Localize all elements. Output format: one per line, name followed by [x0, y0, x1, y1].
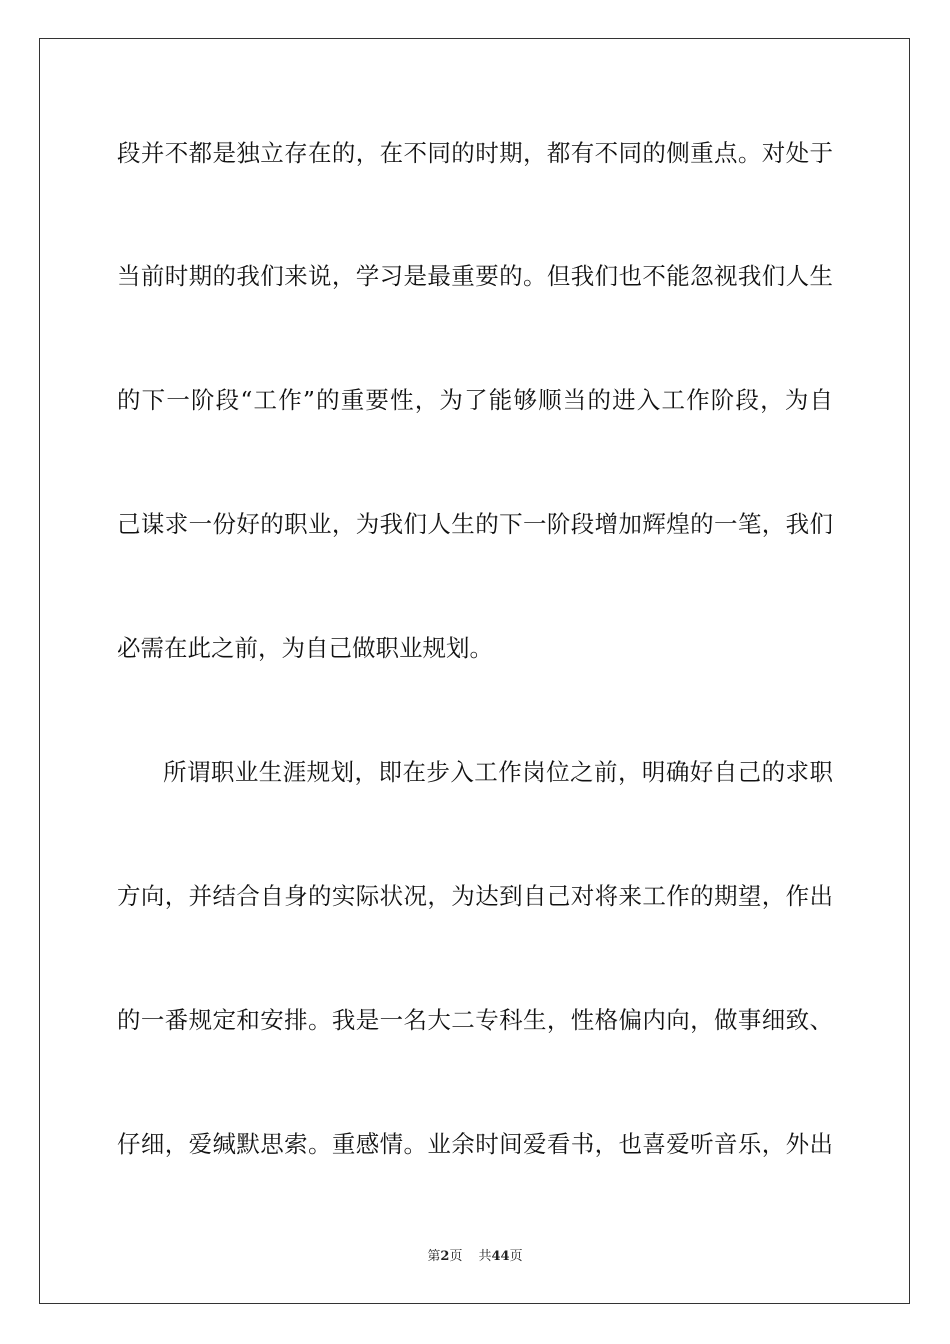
page-footer [0, 1248, 950, 1266]
total-suffix: 页 [509, 1249, 523, 1264]
paragraph-line: 当前时期的我们来说，学习是最重要的。但我们也不能忽视我们人生 [117, 262, 833, 290]
total-prefix: 共 [478, 1249, 492, 1264]
paragraph-line: 仔细，爱缄默思索。重感情。业余时间爱看书，也喜爱听音乐，外出 [117, 1130, 833, 1158]
paragraph-line: 的一番规定和安排。我是一名大二专科生，性格偏内向，做事细致、 [117, 1006, 833, 1034]
paragraph-line: 的下一阶段“工作”的重要性，为了能够顺当的进入工作阶段，为自 [117, 386, 833, 414]
paragraph-line: 所谓职业生涯规划，即在步入工作岗位之前，明确好自己的求职 [163, 758, 833, 786]
page-number: 2 [440, 1249, 450, 1264]
page-suffix: 页 [449, 1249, 463, 1264]
paragraph-line: 段并不都是独立存在的，在不同的时期，都有不同的侧重点。对处于 [117, 139, 833, 167]
paragraph-line: 方向，并结合自身的实际状况，为达到自己对将来工作的期望，作出 [117, 882, 833, 910]
page-border [39, 38, 910, 1304]
paragraph-line: 必需在此之前，为自己做职业规划。 [117, 634, 493, 662]
page-prefix: 第 [427, 1249, 441, 1264]
paragraph-line: 己谋求一份好的职业，为我们人生的下一阶段增加辉煌的一笔，我们 [117, 510, 833, 538]
total-pages: 44 [491, 1249, 510, 1264]
